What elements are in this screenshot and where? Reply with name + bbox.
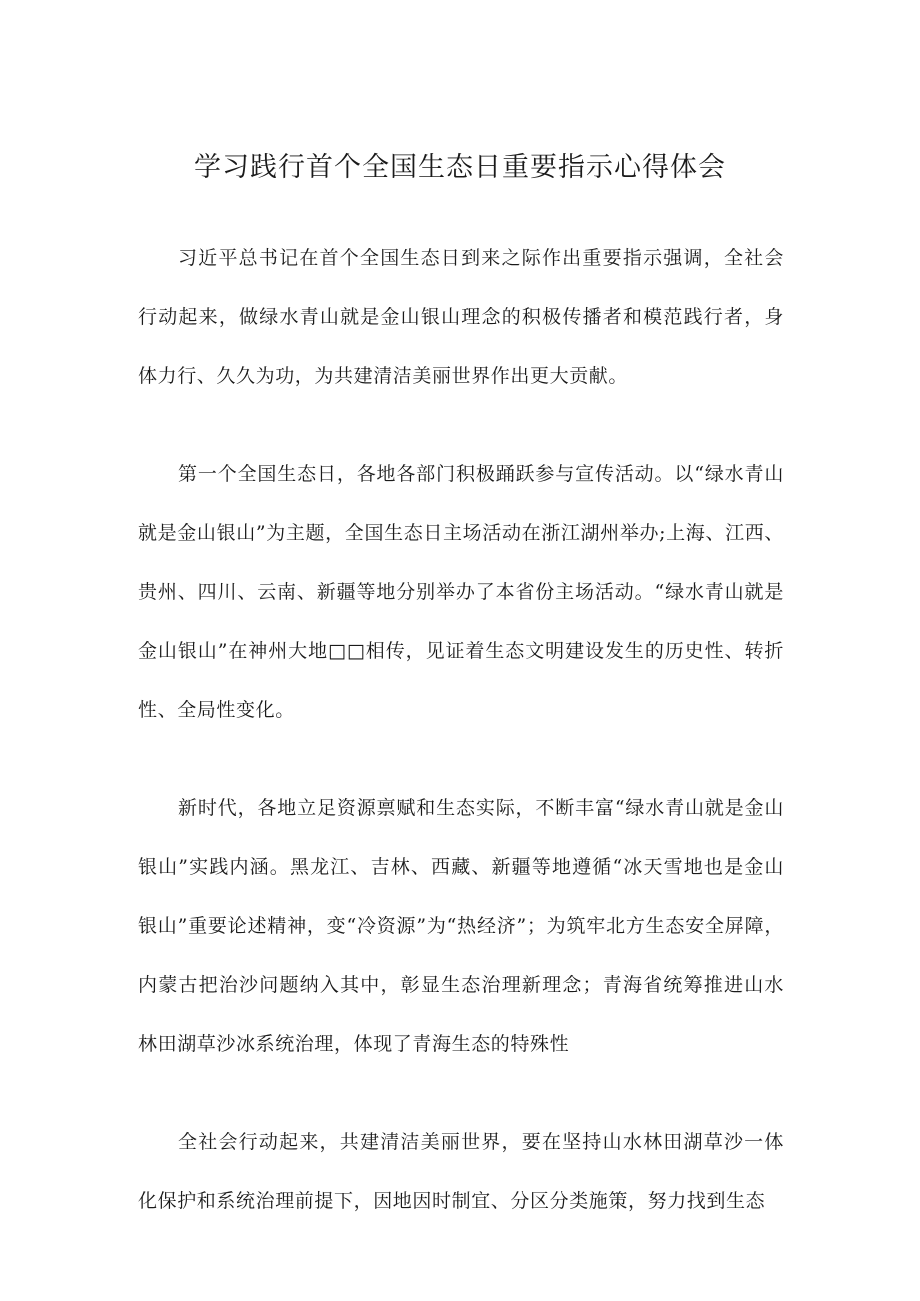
document-title: 学习践行首个全国生态日重要指示心得体会: [194, 152, 726, 183]
paragraph-1: 习近平总书记在首个全国生态日到来之际作出重要指示强调，全社会行动起来，做绿水青山就是金山银山理念的积极传播者和模范践行者，身体力行、久久为功，为共建清洁美丽世界作出更大贡献。: [138, 247, 784, 387]
paragraph-4: 全社会行动起来，共建清洁美丽世界，要在坚持山水林田湖草沙一体化保护和系统治理前提下，因地因时制宜、分区分类施策，努力找到生态: [138, 1131, 784, 1212]
paragraph-3: 新时代，各地立足资源禀赋和生态实际，不断丰富“绿水青山就是金山银山”实践内涵。黑龙江、吉林、西藏、新疆等地遵循“冰天雪地也是金山银山”重要论述精神，变“冷资源”为“热经济”；为筑牢北方生态安全屏障，内蒙古把治沙问题纳入其中，彰显生态治理新理念；青海省统筹推进山水林田湖草沙冰系统治理，体现了青海生态的特殊性: [138, 797, 784, 1055]
paragraph-2: 第一个全国生态日，各地各部门积极踊跃参与宣传活动。以“绿水青山就是金山银山”为主题，全国生态日主场活动在浙江湖州举办;上海、江西、贵州、四川、云南、新疆等地分别举办了本省份主场活动。“绿水青山就是金山银山”在神州大地□□相传，见证着生态文明建设发生的历史性、转折性、全局性变化。: [138, 463, 784, 721]
document-body: [138, 229, 784, 1270]
